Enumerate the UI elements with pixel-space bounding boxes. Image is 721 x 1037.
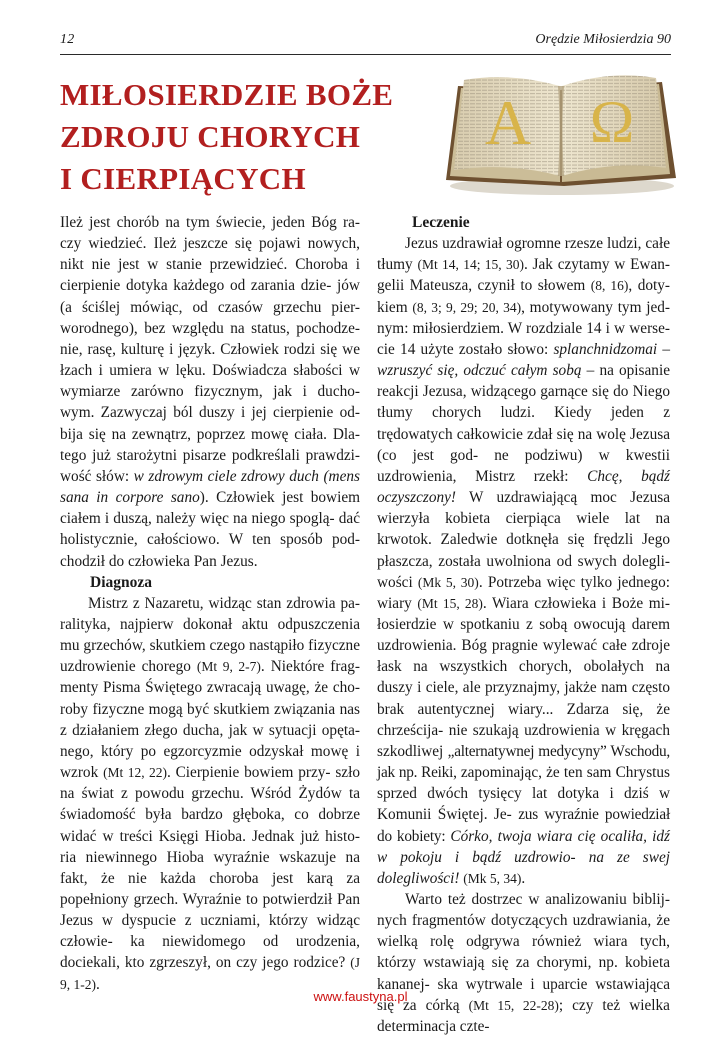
text-line: nie, rasę, kulturę i język. Człowiek rodzi się — [60, 340, 338, 358]
text-line: w dyspucie z uczniami, którzy widząc człowie- — [60, 912, 360, 951]
title-line: ZDROJU CHORYCH — [60, 119, 361, 154]
page-header — [0, 0, 721, 60]
bible-reference: (Mt 15, 22-28) — [468, 997, 559, 1013]
text-line: całkowicie zdał się na wolę Jezusa (co jest god- — [377, 425, 670, 464]
jesus-quote: Chcę, bądź oczyszczony! — [377, 467, 670, 507]
text-line: Ileż jest chorób na tym świecie, jeden Bóg ra- — [60, 214, 360, 231]
healing-paragraph — [377, 233, 670, 889]
text-fragment: ; czy też wielka determinacja czte- — [377, 996, 670, 1035]
text-fragment: . Cierpienie bowiem przy- — [166, 764, 331, 782]
text-line: tego już starożytni pisarze podkreślali prawdzi- — [60, 446, 360, 464]
text-line: szło na świat z powodu grzechu. Wśród Żydów — [60, 764, 360, 803]
text-line: reakcji Jezusa, widzącego garnące się do Niego — [377, 383, 670, 401]
text-line: nego, który po egzorcyzmie odzyskał mowę — [60, 742, 349, 760]
omega-glyph: Ω — [589, 89, 635, 155]
bible-reference: (Mk 5, 34) — [463, 870, 522, 886]
text-line: chodził do człowieka Pan Jezus. — [60, 552, 258, 570]
intro-paragraph — [60, 212, 360, 572]
bible-reference: (Mt 9, 2-7) — [196, 659, 261, 675]
text-fragment: . Jak czytamy w Ewan- — [523, 256, 671, 274]
issue-title: Orędzie Miłosierdzia 90 — [535, 32, 671, 47]
text-fragment: gelii Mateusza, czynił to słowem — [377, 277, 591, 295]
bible-reference: (Mt 12, 22) — [103, 765, 167, 781]
text-fragment: . Wiara człowieka i Boże mi- — [482, 594, 670, 612]
text-fragment: . Potrzeba więc tylko jednego: — [478, 573, 670, 591]
text-line: płaszcza, została uwolniona od swych dolegli- — [377, 552, 670, 570]
text-line: tysięcy lat dotyka i dziś w Komunii Świętej. Je- — [377, 785, 671, 824]
text-line: łask na wszystkich chorych, obolałych na duszy — [377, 658, 670, 697]
text-line: moc Jezusa wierzyła kobieta cierpiąca wiele lat — [377, 489, 670, 528]
text-line: ralityka, najpierw dokonał aktu odpuszczenia mu — [60, 615, 360, 655]
jesus-quote: na ze swej dolegliwości! — [377, 848, 671, 887]
intercession-paragraph — [377, 889, 670, 1037]
text-line: że nie każda choroba jest karą za popełniony — [60, 869, 360, 908]
text-line: we łzach i umiera w lęku. Doświadcza słabości — [60, 340, 360, 380]
text-line: Warto też dostrzec w analizowaniu biblij- — [405, 891, 670, 908]
text-fragment: – na opisanie — [581, 362, 670, 380]
text-line: czy wiedzieć. Ileż jeszcze się pojawi nowych, — [60, 235, 360, 253]
text-line: tłumy chorych ludzi. Kiedy jeden z trędowatych — [377, 404, 670, 443]
text-fragment: rzekł: — [533, 467, 588, 485]
diagnosis-paragraph — [60, 593, 360, 995]
section-heading-healing: Leczenie — [412, 214, 470, 231]
text-line: ciałem i duszą, należy więc na niego spoglą- — [60, 510, 335, 528]
left-column — [60, 212, 360, 995]
text-line: bija się na zewnątrz, poprzez mowę ciała. Dla- — [60, 425, 360, 443]
greek-term-translation: wzruszyć się, odczuć całym sobą — [377, 362, 582, 380]
right-column — [377, 212, 670, 1037]
latin-quote: sana in corpore sano — [60, 489, 200, 507]
open-book-alpha-omega-image — [440, 58, 680, 198]
text-fragment: wość słów: — [60, 467, 134, 485]
text-fragment: . — [96, 975, 100, 993]
text-fragment: , motywowany tym jed- — [521, 298, 670, 316]
article-title — [60, 74, 400, 200]
text-line: ria niewinnego Hioba wyraźnie wskazuje na fakt, — [60, 848, 360, 887]
text-line: wym. Zazwyczaj ból duszy i jej cierpienie od- — [60, 404, 360, 422]
text-line: ka niewidomego od urodzenia, dociekali, kto — [60, 933, 360, 972]
text-line: widać w treści Księgi Hioba. Jednak już histo- — [60, 827, 360, 845]
text-line: w wymiarze zarówno fizycznym, jak i ducho- — [60, 362, 360, 401]
jesus-quote: wiara cię ocaliła, idź w pokoju i bądź uzdrowio- — [377, 827, 670, 866]
text-fragment: tłumy — [377, 256, 418, 274]
bible-reference: (Mt 14, 14; 15, 30) — [417, 257, 524, 273]
website-link[interactable]: www.faustyna.pl — [313, 989, 408, 1004]
text-fragment: kiem — [377, 298, 413, 316]
text-fragment: wiary — [377, 594, 418, 612]
bible-reference: (8, 3; 9, 29; 20, 34) — [412, 299, 522, 315]
text-line: wstawiają się za chorymi, np. kobieta kananej- — [377, 954, 670, 993]
text-fragment: zgrzeszył, on czy jego rodzice? — [149, 954, 351, 972]
latin-quote: w zdrowym ciele zdrowy duch (mens — [133, 467, 360, 485]
greek-term: splanchnidzomai – — [553, 340, 670, 358]
jesus-quote: Córko, twoja — [450, 827, 532, 845]
header-rule — [60, 54, 671, 55]
text-line: roby fizyczne mogą być skutkiem związania nas — [60, 700, 360, 718]
text-fragment: cie 14 użyte zostało słowo: — [377, 340, 554, 358]
title-line: MIŁOSIERDZIE BOŻE — [60, 77, 394, 112]
text-line: autentycznej wiary... Zdarza się, że chrześcija- — [377, 700, 671, 739]
bible-reference: (J 9, 1-2) — [60, 955, 361, 992]
text-line: ska wytrwale i uparcie wstawiająca się za córką — [377, 975, 671, 1014]
text-fragment: zus wyraźnie powiedział do kobiety: — [377, 806, 670, 845]
text-fragment: ). Człowiek jest bowiem — [199, 489, 361, 507]
text-line: worodnego), bez względu na status, pochodze- — [60, 319, 360, 337]
text-line: dać holistycznie, całościowo. W ten sposób pod- — [60, 510, 360, 549]
text-line: i ciele, ale przyznajmy, jakże nam często brak — [377, 679, 671, 718]
text-line: nie szukają uzdrowienia w kręgach szkodliwej — [377, 721, 670, 760]
section-heading-diagnosis: Diagnoza — [90, 573, 152, 591]
text-fragment: W uzdrawiającą — [456, 489, 578, 507]
text-fragment: uzdrowienie chorego — [60, 658, 197, 676]
alpha-glyph: A — [484, 87, 532, 158]
bible-reference: (Mt 15, 28) — [417, 595, 483, 611]
text-fragment: wości — [377, 573, 418, 591]
text-fragment: . — [521, 869, 526, 887]
text-line: ne podziwu) w kwestii uzdrowienia, Mistrz — [377, 446, 670, 485]
bible-reference: (Mk 5, 30) — [417, 574, 479, 590]
text-line: na krwotok. Zaledwie dotknęła się frędzli Jego — [377, 510, 670, 549]
text-line: i cierpienie dotyka każdego od zarania dzie- — [60, 256, 360, 295]
text-line: nych fragmentów dotyczących uzdrawiania, że — [377, 912, 670, 930]
text-line: wielką rolę odgrywa również wiara tych, którzy — [377, 933, 670, 972]
text-line: uzdrowienia. Bóg pragnie wylewać całe zdroje — [377, 637, 670, 655]
text-line: grzechów, skutkiem czego nastąpiło fizyczne — [83, 637, 360, 655]
text-line: łosierdzie w spotkaniu z sobą owocują darem — [377, 615, 670, 633]
title-line: I CIERPIĄCYCH — [60, 161, 306, 196]
text-line: ta świadomość była bardzo głęboka, co dobrze — [60, 785, 360, 824]
text-line: „alternatywnej medycyny” Wschodu, jak np. Reiki, — [377, 742, 671, 782]
text-line: Jezus uzdrawiał ogromne rzesze ludzi, całe — [405, 235, 670, 253]
text-fragment: i wzrok — [60, 742, 360, 782]
text-line: menty Pisma Świętego zwracają uwagę, że cho- — [60, 679, 360, 697]
text-line: nym: miłosierdziem. W rozdziale 14 i w werse- — [377, 319, 670, 337]
page-number: 12 — [60, 32, 75, 47]
text-line: nikt nie jest w stanie przewidzieć. Choroba — [60, 256, 348, 274]
text-line: zapominając, że ten sam Chrystus sprzed dwóch — [377, 764, 670, 803]
text-fragment: . Niektóre frag- — [260, 658, 360, 676]
text-line: grzech. Wyraźnie to potwierdził Pan Jezus — [60, 891, 360, 930]
text-line: z działaniem złego ducha, jak w sytuacji opęta- — [60, 721, 360, 739]
text-line: Mistrz z Nazaretu, widząc stan zdrowia pa- — [88, 594, 360, 612]
text-fragment: , doty- — [628, 277, 670, 295]
bible-reference: (8, 16) — [590, 278, 629, 294]
text-line: jów (a ściślej mówiąc, od czasów grzechu pier- — [60, 277, 360, 316]
